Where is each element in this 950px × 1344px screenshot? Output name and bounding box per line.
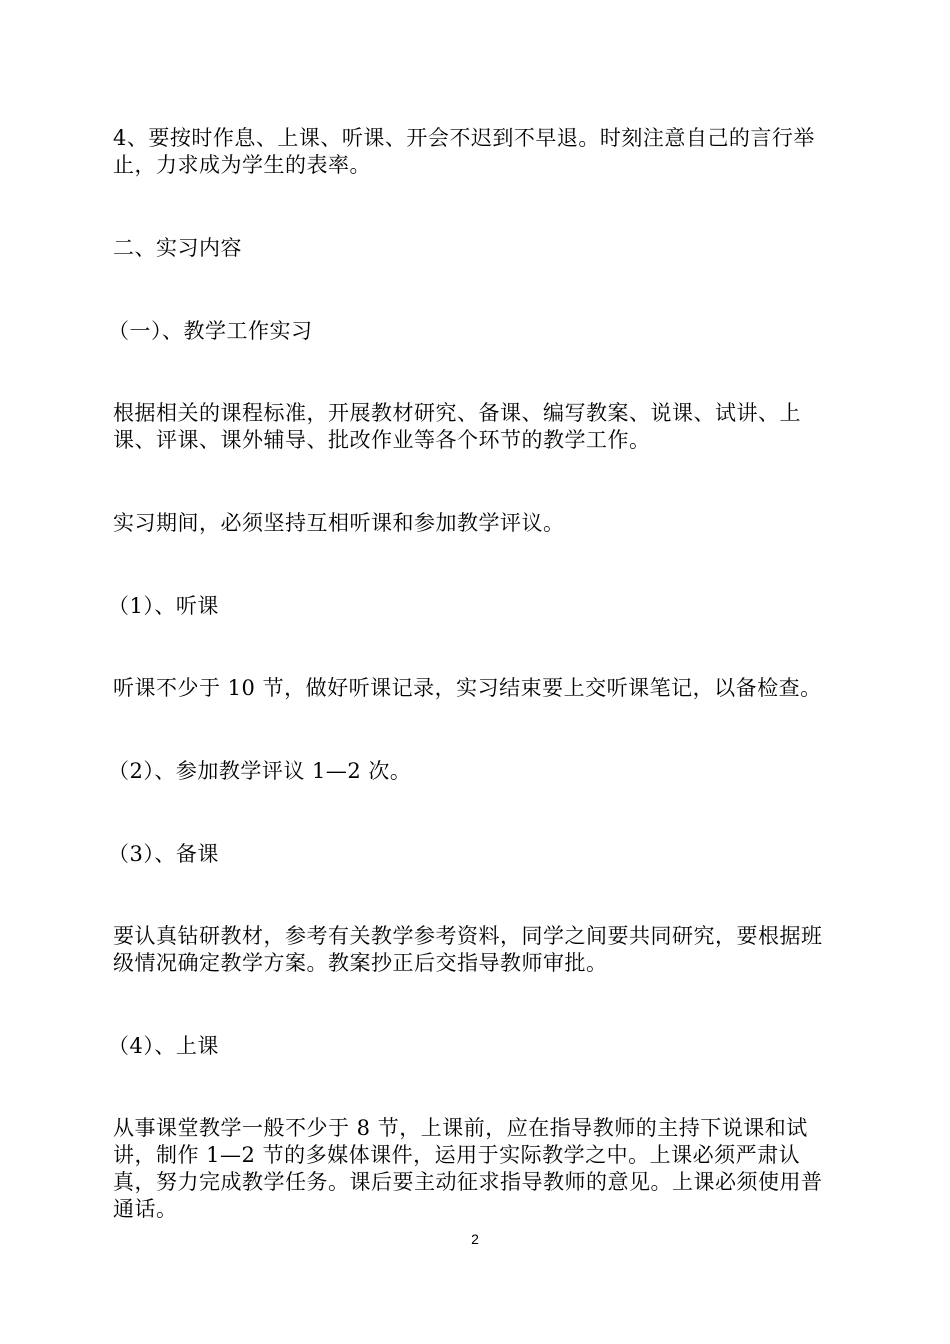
item-heading-observe-class: （1）、听课 [108, 594, 219, 618]
item-heading-teaching-review: （2）、参加教学评议 1—2 次。 [108, 759, 412, 783]
section-heading-internship-content: 二、实习内容 [113, 236, 242, 260]
item-heading-lesson-prep: （3）、备课 [108, 842, 219, 866]
subsection-heading-teaching-practice: （一）、教学工作实习 [108, 319, 313, 343]
paragraph-observe-class: 听课不少于 10 节，做好听课记录，实习结束要上交听课笔记，以备检查。 [113, 676, 822, 700]
paragraph-teaching-work: 根据相关的课程标准，开展教材研究、备课、编写教案、说课、试讲、上课、评课、课外辅导、批改作业等各个环节的教学工作。 [113, 401, 801, 452]
paragraph-lesson-prep: 要认真钻研教材，参考有关教学参考资料，同学之间要共同研究，要根据班级情况确定教学方案。教案抄正后交指导教师审批。 [113, 924, 823, 975]
page-number: 2 [471, 1231, 479, 1247]
paragraph-mutual-observation: 实习期间，必须坚持互相听课和参加教学评议。 [113, 511, 565, 535]
item-heading-teaching-class: （4）、上课 [108, 1034, 219, 1058]
paragraph-teaching-class: 从事课堂教学一般不少于 8 节，上课前，应在指导教师的主持下说课和试讲，制作 1—2 节的多媒体课件，运用于实际教学之中。上课必须严肃认真，努力完成教学任务。课后要主动征求指导教师的意见。上课必须使用普通话。 [113, 1116, 823, 1221]
paragraph-conduct-rule-4: 4、要按时作息、上课、听课、开会不迟到不早退。时刻注意自己的言行举止，力求成为学生的表率。 [113, 126, 815, 177]
